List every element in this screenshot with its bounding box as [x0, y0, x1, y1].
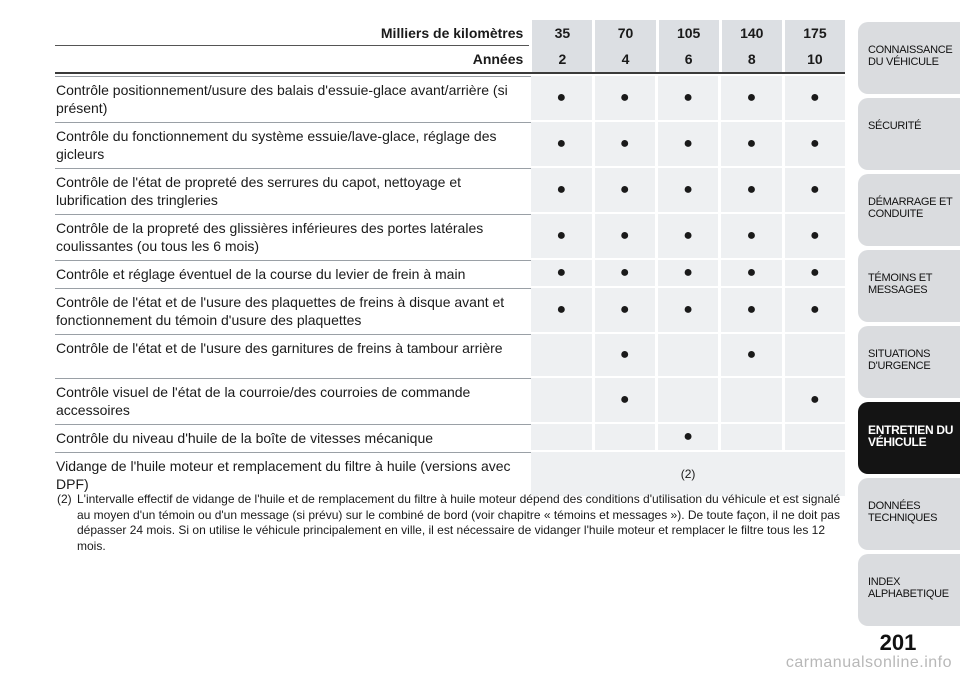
row-cell: ● [531, 168, 591, 212]
row-cell [658, 334, 718, 376]
row-cell: ● [595, 260, 655, 286]
nav-tab-connaissance[interactable] [858, 22, 960, 94]
table-row [55, 166, 845, 212]
nav-tab-line: D'URGENCE [868, 360, 931, 372]
nav-tab-line: DÉMARRAGE ET [868, 196, 953, 208]
nav-tab-line: ENTRETIEN DU [868, 423, 954, 437]
row-label: Contrôle de l'état et de l'usure des garnitures de freins à tambour arrière [55, 334, 531, 376]
table-row [55, 286, 845, 332]
table-row [55, 258, 845, 286]
years-col-1: 2 [532, 46, 592, 72]
nav-tab-temoins[interactable] [858, 250, 960, 322]
nav-tab-line: SITUATIONS [868, 348, 931, 360]
nav-tab-line: INDEX [868, 576, 901, 588]
nav-tab-donnees[interactable] [858, 478, 960, 550]
nav-tab-index[interactable] [858, 554, 960, 626]
table-row [55, 120, 845, 166]
row-cell: ● [595, 334, 655, 376]
row-cell: ● [785, 260, 845, 286]
row-label: Contrôle et réglage éventuel de la course du levier de frein à main [55, 260, 531, 286]
nav-tab-line: CONDUITE [868, 208, 924, 220]
table-row [55, 332, 845, 376]
years-col-5: 10 [785, 46, 845, 72]
row-cell: ● [595, 76, 655, 120]
row-cell [785, 334, 845, 376]
nav-tab-entretien[interactable] [858, 402, 960, 474]
row-cell [531, 334, 591, 376]
row-cell: ● [531, 76, 591, 120]
row-cell: ● [595, 288, 655, 332]
km-col-2: 70 [595, 20, 655, 46]
row-cell: ● [721, 334, 781, 376]
row-label: Contrôle de la propreté des glissières inférieures des portes latérales coulissantes (ou tous les 6 mois) [55, 214, 531, 258]
years-col-3: 6 [659, 46, 719, 72]
footnote [57, 492, 847, 554]
row-cell: ● [721, 168, 781, 212]
row-cell: ● [595, 168, 655, 212]
years-col-2: 4 [595, 46, 655, 72]
km-col-3: 105 [659, 20, 719, 46]
nav-tab-line: ALPHABETIQUE [868, 588, 949, 600]
years-col-4: 8 [722, 46, 782, 72]
row-label: Contrôle visuel de l'état de la courroie/des courroies de commande accessoires [55, 378, 531, 422]
row-cell: ● [531, 122, 591, 166]
km-col-4: 140 [722, 20, 782, 46]
row-cell: ● [721, 214, 781, 258]
row-cell [531, 378, 591, 422]
nav-tab-line: DU VÉHICULE [868, 56, 939, 68]
row-cell: ● [595, 378, 655, 422]
row-cell: ● [721, 122, 781, 166]
years-label: Années [472, 51, 524, 67]
row-cell: ● [785, 378, 845, 422]
footnote-mark: (2) [57, 492, 72, 506]
row-label: Contrôle du niveau d'huile de la boîte de vitesses mécanique [55, 424, 531, 450]
row-cell [785, 424, 845, 450]
header-years-row [55, 46, 845, 72]
row-cell: ● [595, 214, 655, 258]
row-cell [531, 424, 591, 450]
nav-tab-securite[interactable] [858, 98, 960, 170]
row-cell: ● [785, 288, 845, 332]
row-cell: ● [531, 260, 591, 286]
table-row [55, 212, 845, 258]
row-cell: ● [658, 168, 718, 212]
row-cell: ● [531, 214, 591, 258]
row-cell: ● [658, 288, 718, 332]
chapter-nav [858, 22, 960, 630]
row-cell: ● [658, 424, 718, 450]
table-row [55, 422, 845, 450]
row-cell: ● [721, 260, 781, 286]
km-col-5: 175 [785, 20, 845, 46]
footnote-text: L'intervalle effectif de vidange de l'huile et de remplacement du filtre à huile moteur dépend des conditions d'utilisation du véhicule et est signalé au moyen d'un témoin ou d'un message (si prévu) sur le combiné de bord (voir chapitre « témoins et messages »). De toute façon, il ne doit pas dépasser 24 mois. Si on utilise le véhicule principalement en ville, il est nécessaire de vidanger l'huile moteur et remplacer le filtre tous les 12 mois. [77, 492, 841, 553]
nav-tab-demarrage[interactable] [858, 174, 960, 246]
page-number: 201 [879, 630, 917, 655]
km-label: Milliers de kilomètres [55, 20, 529, 46]
row-cell: ● [721, 288, 781, 332]
row-cell: ● [658, 122, 718, 166]
maintenance-table [55, 20, 845, 496]
row-cell: ● [658, 260, 718, 286]
row-label: Contrôle du fonctionnement du système essuie/lave-glace, réglage des gicleurs [55, 122, 531, 166]
row-cell: ● [785, 214, 845, 258]
nav-tab-line: CONNAISSANCE [868, 44, 953, 56]
row-cell: ● [531, 288, 591, 332]
row-cell [721, 424, 781, 450]
km-col-1: 35 [532, 20, 592, 46]
row-cell [658, 378, 718, 422]
nav-tab-line: MESSAGES [868, 284, 928, 296]
row-cell: ● [785, 76, 845, 120]
table-row [55, 450, 845, 496]
row-cell: ● [658, 214, 718, 258]
row-cell [721, 378, 781, 422]
row-span-cell: (2) [531, 452, 845, 496]
row-label: Contrôle de l'état de propreté des serrures du capot, nettoyage et lubrification des tringleries [55, 168, 531, 212]
row-cell: ● [785, 122, 845, 166]
nav-tab-line: DONNÉES [868, 500, 921, 512]
row-cell [595, 424, 655, 450]
row-label: Vidange de l'huile moteur et remplacement du filtre à huile (versions avec DPF) [55, 452, 531, 496]
nav-tab-line: VÉHICULE [868, 435, 927, 449]
table-row [55, 376, 845, 422]
row-cell: ● [658, 76, 718, 120]
table-row [55, 74, 845, 120]
row-label: Contrôle positionnement/usure des balais d'essuie-glace avant/arrière (si présent) [55, 76, 531, 120]
watermark: carmanualsonline.info [785, 654, 952, 671]
nav-tab-line: TÉMOINS ET [868, 272, 933, 284]
row-cell: ● [595, 122, 655, 166]
nav-tab-line: TECHNIQUES [868, 512, 938, 524]
nav-tab-line: SÉCURITÉ [868, 120, 922, 132]
row-cell: ● [721, 76, 781, 120]
row-label: Contrôle de l'état et de l'usure des plaquettes de freins à disque avant et fonctionnement du témoin d'usure des plaquettes [55, 288, 531, 332]
header-km-row [55, 20, 845, 46]
nav-tab-urgence[interactable] [858, 326, 960, 398]
row-cell: ● [785, 168, 845, 212]
